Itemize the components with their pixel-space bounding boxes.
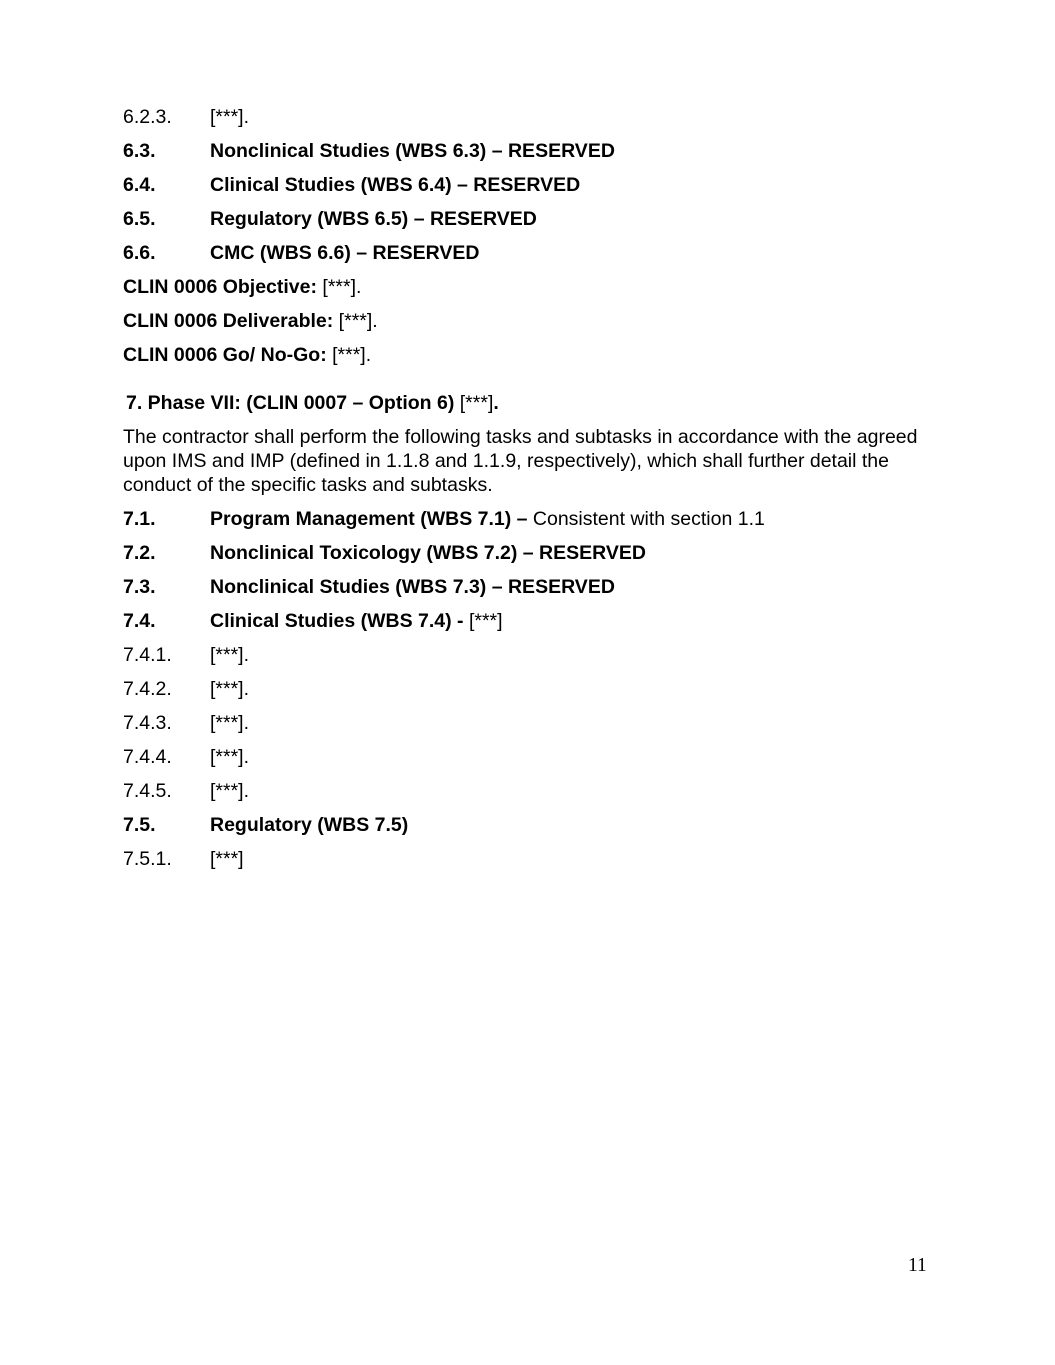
item-title: Regulatory (WBS 7.5) [210,814,409,836]
clin-label: CLIN 0006 Objective: [123,276,317,298]
item-text: [***]. [210,746,250,768]
item-number: 7.4.5. [123,780,172,802]
item-number: 7.4.1. [123,644,172,666]
item-7-5 [123,813,408,837]
item-6-6 [123,241,479,265]
item-7-4-3 [123,711,249,735]
item-7-4-5 [123,779,249,803]
item-title: Clinical Studies (WBS 7.4) - [210,610,464,632]
page-number: 11 [908,1255,927,1276]
item-title: CMC (WBS 6.6) – RESERVED [210,242,480,264]
item-7-4-2 [123,677,249,701]
clin-label: CLIN 0006 Go/ No-Go: [123,344,327,366]
item-number: 7.1. [123,508,156,530]
item-number: 7.5.1. [123,848,172,870]
item-title: Nonclinical Studies (WBS 6.3) – RESERVED [210,140,615,162]
item-6-3 [123,139,615,163]
item-number: 7.4. [123,610,156,632]
item-7-5-1 [123,847,244,871]
item-number: 7.4.2. [123,678,172,700]
clin-label: CLIN 0006 Deliverable: [123,310,334,332]
item-number: 7.5. [123,814,156,836]
item-7-3 [123,575,615,599]
item-text: [***] [210,848,244,870]
item-text: [***]. [210,780,250,802]
clin-go-no-go [123,343,371,367]
item-title: Clinical Studies (WBS 6.4) – RESERVED [210,174,581,196]
item-7-4 [123,609,503,633]
item-text: [***]. [210,644,250,666]
item-number: 6.6. [123,242,156,264]
item-text: [***]. [210,712,250,734]
item-text: Consistent with section 1.1 [527,508,765,530]
item-number: 7.4.3. [123,712,172,734]
item-6-5 [123,207,537,231]
item-6-2-3 [123,105,249,129]
item-title: Program Management (WBS 7.1) – [210,508,528,530]
clin-objective [123,275,361,299]
phase-redacted: [***] [454,392,494,414]
phase-period: . [493,392,499,414]
item-7-1 [123,507,765,531]
item-number: 6.3. [123,140,156,162]
phase-heading [126,391,499,415]
item-6-4 [123,173,580,197]
item-7-4-4 [123,745,249,769]
phase-title: 7. Phase VII: (CLIN 0007 – Option 6) [126,392,455,414]
item-number: 7.2. [123,542,156,564]
item-7-4-1 [123,643,249,667]
clin-value: [***]. [333,310,378,332]
item-text: [***] [463,610,503,632]
item-7-2 [123,541,646,565]
intro-paragraph: The contractor shall perform the following tasks and subtasks in accordance with the agreed upon IMS and IMP (defined in 1.1.8 and 1.1.9, respectively), which shall further detail the conduct of the specific tasks and subtasks. [123,426,918,496]
item-number: 7.4.4. [123,746,172,768]
clin-value: [***]. [317,276,362,298]
item-number: 6.5. [123,208,156,230]
item-text: [***]. [210,678,250,700]
item-number: 6.4. [123,174,156,196]
item-title: Nonclinical Toxicology (WBS 7.2) – RESERVED [210,542,646,564]
item-text: [***]. [210,106,250,128]
item-title: Nonclinical Studies (WBS 7.3) – RESERVED [210,576,615,598]
item-number: 7.3. [123,576,156,598]
clin-deliverable [123,309,378,333]
clin-value: [***]. [326,344,372,366]
item-title: Regulatory (WBS 6.5) – RESERVED [210,208,537,230]
item-number: 6.2.3. [123,106,172,128]
